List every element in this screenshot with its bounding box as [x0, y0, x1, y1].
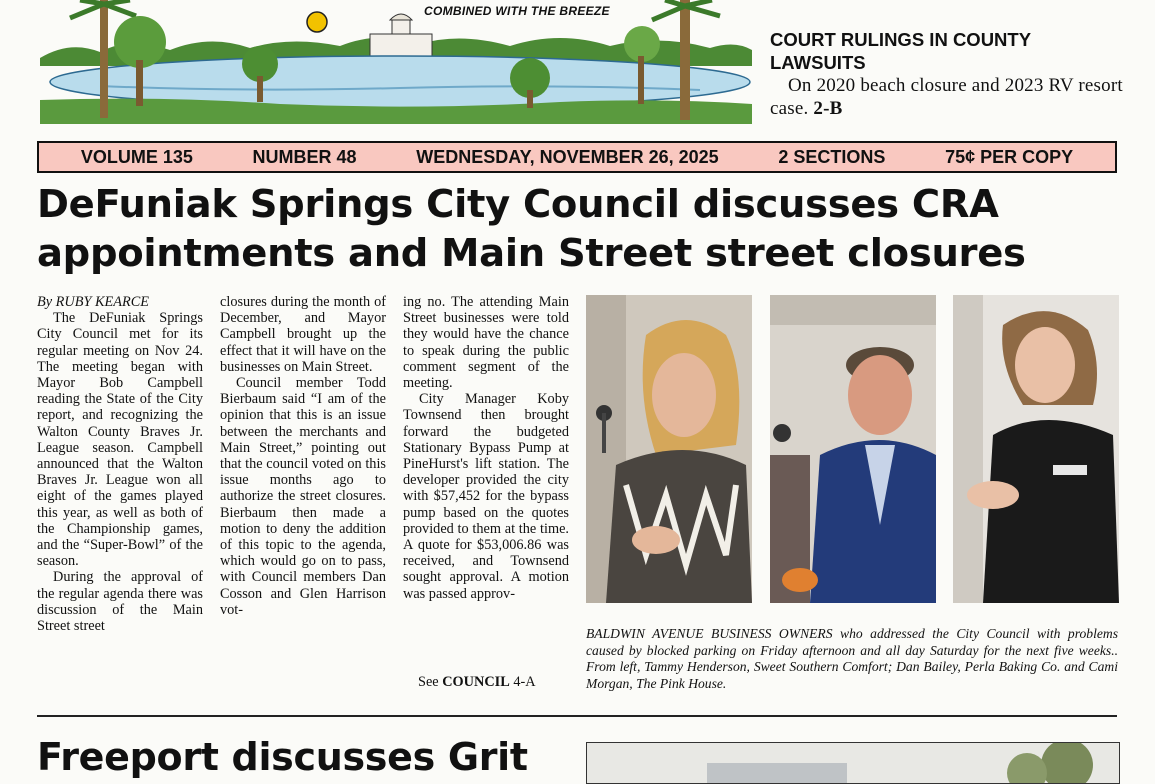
article-paragraph: During the approval of the regular agenda there was discussion of the Main Street street — [37, 569, 203, 635]
byline: By RUBY KEARCE — [37, 294, 149, 310]
issue-volume: VOLUME 135 — [80, 146, 193, 167]
photo-caption: BALDWIN AVENUE BUSINESS OWNERS who addressed the City Council with problems caused by blocked parking on Friday afternoon and all day Saturday for the next five weeks.. From left, Tammy Henderson, Sweet Southern Comfort; Dan Bailey, Perla Baking Co. and Cami Morgan, The Pink House. — [586, 626, 1118, 691]
issue-date: WEDNESDAY, NOVEMBER 26, 2025 — [416, 146, 719, 167]
second-story-photo[interactable] — [586, 742, 1120, 784]
article-paragraph: The DeFuniak Springs City Council met for its regular meeting on Nov 24. The meeting began with Mayor Bob Campbell reading the State of the City report, and recognizing the Walton County Braves Jr. League season. Campbell announced that the Walton Braves Jr. League won all eight of the games played this year, as well as both of the Championship games, and the “Super-Bowl” of the season. — [37, 310, 203, 570]
lead-headline[interactable]: DeFuniak Springs City Council discusses CRA appointments and Main Street street closures — [37, 182, 1026, 276]
teaser-headline[interactable]: COURT RULINGS IN COUNTY LAWSUITS — [770, 29, 1031, 73]
issue-number: NUMBER 48 — [252, 146, 357, 167]
teaser-summary: On 2020 beach closure and 2023 RV resort case. — [770, 75, 1123, 119]
issue-info-bar — [37, 141, 1117, 173]
article-column-3 — [403, 294, 569, 602]
photo-tammy-henderson[interactable] — [586, 295, 752, 603]
second-headline[interactable]: Freeport discusses Grit — [37, 735, 528, 779]
photo-cami-morgan[interactable] — [953, 295, 1119, 603]
article-column-2 — [220, 294, 386, 618]
article-paragraph: ing no. The attending Main Street businesses were told they would have the chance to speak during the public comment segment of the meeting. — [403, 294, 569, 392]
jump-prefix: See — [418, 674, 439, 690]
masthead-illustration — [40, 0, 752, 124]
jump-target[interactable]: COUNCIL — [442, 674, 510, 690]
jump-page[interactable]: 4-A — [513, 674, 536, 690]
issue-price: 75¢ PER COPY — [945, 146, 1074, 167]
article-paragraph: City Manager Koby Townsend then brought forward the budgeted Stationary Bypass Pump at PineHurst's lift station. The developer provided the city with $57,452 for the bypass pump based on the quotes provided to them at the time. A quote for $53,006.86 was received, and Townsend sought approval. A motion was passed approv- — [403, 391, 569, 602]
photo-dan-bailey[interactable] — [770, 295, 936, 603]
article-paragraph: Council member Todd Bierbaum said “I am of the opinion that this is an issue between the merchants and Main Street,” pointing out that the council voted on this issue months ago to authorize the street closures. Bierbaum then made a motion to deny the addition of this topic to the agenda, which would go on to pass, with Council members Dan Cosson and Glen Harrison vot- — [220, 375, 386, 618]
issue-sections: 2 SECTIONS — [778, 146, 886, 167]
teaser[interactable] — [770, 28, 1130, 120]
teaser-page-ref[interactable]: 2-B — [813, 98, 843, 119]
article-column-1 — [37, 294, 203, 634]
section-divider — [37, 715, 1117, 717]
jump-link[interactable] — [418, 674, 536, 691]
article-paragraph: closures during the month of December, and Mayor Campbell brought up the effect that it will have on the businesses on Main Street. — [220, 294, 386, 375]
masthead-tagline: COMBINED WITH THE BREEZE — [424, 4, 610, 18]
teaser-body-text — [770, 74, 1130, 120]
